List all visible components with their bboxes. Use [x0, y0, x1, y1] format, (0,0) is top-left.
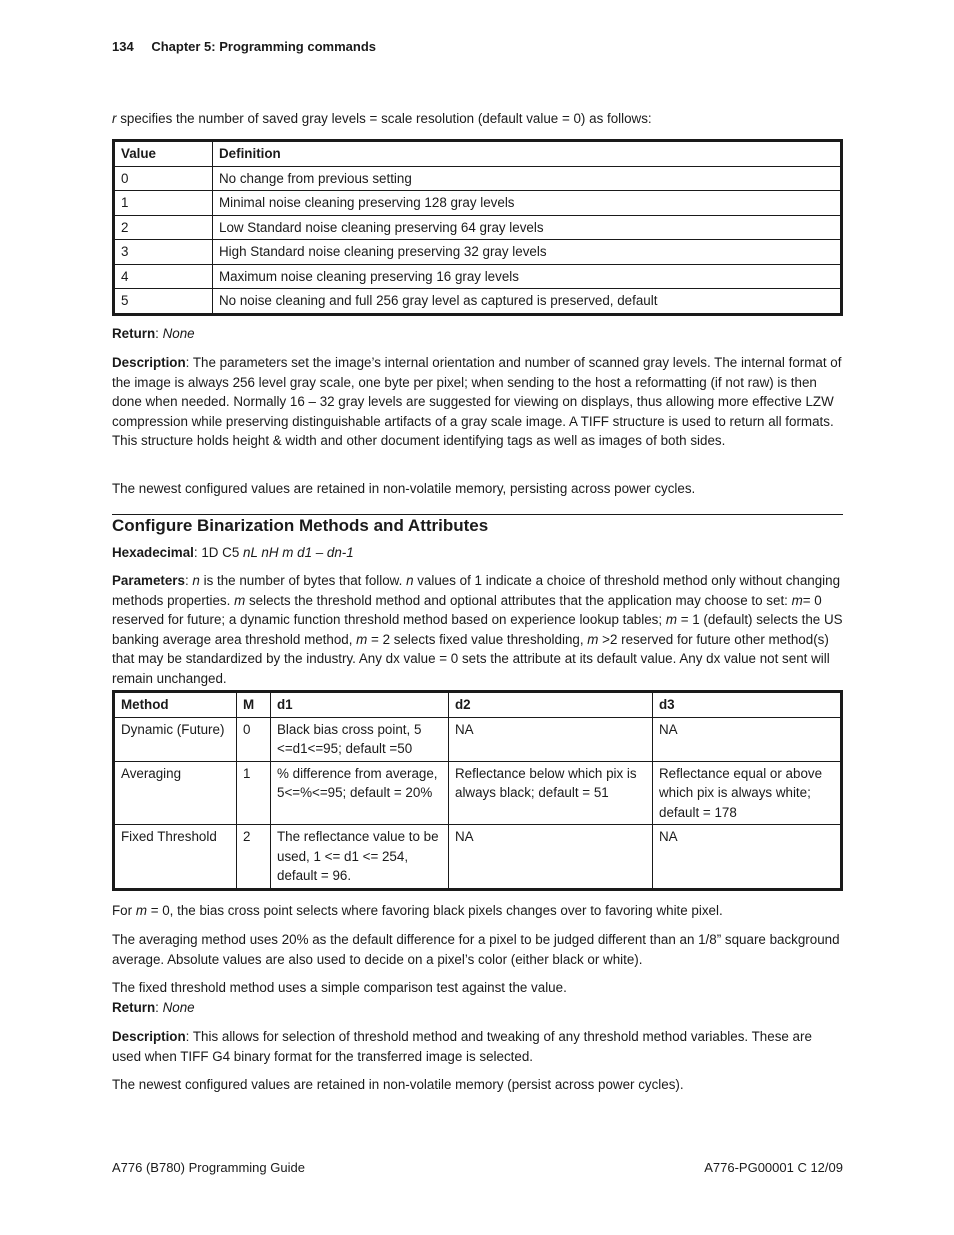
retained-text-2: The newest configured values are retained in non-volatile memory (persist across power cycles). [112, 1077, 684, 1092]
d1-cell: % difference from average, 5<=%<=95; default = 20% [271, 761, 449, 825]
params-9: m [665, 612, 677, 627]
return-label-2: Return [112, 999, 156, 1015]
return-label: Return [112, 326, 156, 341]
value-cell: 3 [115, 240, 213, 265]
table-row [115, 191, 841, 216]
definition-cell: Minimal noise cleaning preserving 128 gray levels [213, 191, 841, 216]
hex-bytes: 1D C5 [201, 545, 244, 560]
table-row [115, 761, 841, 825]
value-cell: 2 [115, 215, 213, 240]
m-cell: 1 [237, 761, 271, 825]
params-0: : [184, 573, 193, 588]
params-14: >2 reserved for future other method(s) that may be standardized by the industry. Any dx value = 0 sets the attribute at its default value. Any dx value not sent will remain unchanged. [112, 631, 830, 686]
section-heading [112, 515, 843, 537]
table-row [115, 215, 841, 240]
footer-right: A776-PG00001 C 12/09 [704, 1160, 843, 1175]
page-number: 134 [112, 39, 134, 54]
retained-paragraph-1 [112, 479, 843, 499]
return-line-1 [112, 324, 843, 344]
column-header-d3: d3 [653, 693, 841, 718]
params-8: = 0 reserved for future; a dynamic function threshold method based on experience lookup tables; [112, 592, 822, 627]
d3-cell: Reflectance equal or above which pix is always white; default = 178 [653, 761, 841, 825]
d3-cell: NA [653, 825, 841, 889]
definition-cell: Maximum noise cleaning preserving 16 gray levels [213, 264, 841, 289]
description-text-2: : This allows for selection of threshold method and tweaking of any threshold method variables. These are used when TIFF G4 binary format for the transferred image is selected. [112, 1029, 812, 1064]
m-cell: 2 [237, 825, 271, 889]
value-cell: 1 [115, 191, 213, 216]
column-header-definition: Definition [213, 142, 841, 167]
definition-cell: High Standard noise cleaning preserving 32 gray levels [213, 240, 841, 265]
d2-cell: Reflectance below which pix is always black; default = 51 [449, 761, 653, 825]
note-fixed-text: The fixed threshold method uses a simple comparison test against the value. [112, 980, 567, 995]
method-cell: Fixed Threshold [115, 825, 237, 889]
note-m0-post: = 0, the bias cross point selects where favoring black pixels changes over to favoring white pixel. [146, 903, 723, 918]
hexadecimal-line [112, 543, 843, 563]
description-label-2: Description [112, 1029, 186, 1044]
definition-cell: No change from previous setting [213, 166, 841, 191]
params-4: values of 1 indicate a choice of threshold method only without changing methods properties. [112, 573, 841, 608]
return-value: None [162, 326, 195, 341]
params-1: n [192, 573, 200, 588]
column-header-m: M [237, 693, 271, 718]
intro-paragraph [112, 109, 843, 129]
return-sep: : [155, 326, 163, 341]
table-row [115, 289, 841, 314]
m-cell: 0 [237, 717, 271, 761]
chapter-title: Chapter 5: Programming commands [151, 39, 376, 54]
column-header-d2: d2 [449, 693, 653, 718]
d2-cell: NA [449, 717, 653, 761]
hex-args: nL nH m d1 – dn-1 [243, 545, 354, 560]
intro-text: specifies the number of saved gray levels = scale resolution (default value = 0) as follows: [116, 111, 652, 126]
description-paragraph-1 [112, 353, 843, 451]
description-label: Description [112, 355, 186, 370]
definition-cell: No noise cleaning and full 256 gray level as captured is preserved, default [213, 289, 841, 314]
return-value-2: None [162, 999, 195, 1015]
parameters-label: Parameters [112, 573, 185, 588]
params-2: is the number of bytes that follow. [199, 573, 407, 588]
hex-sep: : [193, 545, 202, 560]
parameters-paragraph [112, 571, 843, 688]
description-paragraph-2 [112, 1027, 843, 1066]
note-fixed [112, 978, 843, 1017]
value-cell: 0 [115, 166, 213, 191]
table-row [115, 240, 841, 265]
section-title: Configure Binarization Methods and Attributes [112, 516, 489, 535]
method-cell: Averaging [115, 761, 237, 825]
d3-cell: NA [653, 717, 841, 761]
value-cell: 4 [115, 264, 213, 289]
params-3: n [406, 573, 414, 588]
params-7: m [791, 592, 803, 608]
value-cell: 5 [115, 289, 213, 314]
params-11: m [356, 631, 368, 647]
d1-cell: The reflectance value to be used, 1 <= d1 <= 254, default = 96. [271, 825, 449, 889]
definition-cell: Low Standard noise cleaning preserving 64 gray levels [213, 215, 841, 240]
note-m0 [112, 901, 843, 921]
table-row [115, 166, 841, 191]
note-m0-pre: For [112, 903, 136, 918]
params-13: m [587, 631, 599, 647]
column-header-method: Method [115, 693, 237, 718]
params-10: = 1 (default) selects the US banking average area threshold method, [112, 612, 843, 647]
retained-paragraph-2 [112, 1075, 843, 1095]
note-averaging [112, 930, 843, 969]
params-12: = 2 selects fixed value thresholding, [367, 631, 588, 647]
method-table [112, 690, 843, 891]
d2-cell: NA [449, 825, 653, 889]
footer-left: A776 (B780) Programming Guide [112, 1160, 305, 1175]
gray-levels-table [112, 139, 843, 316]
description-text: : The parameters set the image’s internal orientation and number of scanned gray levels. The internal format of the image is always 256 level gray scale, one byte per pixel; when sending to the host a reformatting (if not raw) is then done when needed. Normally 16 – 32 gray levels are suggested for viewing on displays, thus allowing more effective LZW compression while preserving distinguishable artifacts of a gray scale image. A TIFF structure is used to return all formats. This structure holds height & width and other document identifying tags as well as images of both sides. [112, 355, 842, 448]
method-cell: Dynamic (Future) [115, 717, 237, 761]
intro-var: r [112, 111, 117, 126]
note-m0-var: m [135, 903, 147, 918]
params-6: selects the threshold method and optional attributes that the application may choose to set: [245, 592, 792, 608]
params-5: m [234, 592, 246, 608]
d1-cell: Black bias cross point, 5 <=d1<=95; default =50 [271, 717, 449, 761]
running-head [112, 39, 376, 54]
column-header-value: Value [115, 142, 213, 167]
table-row [115, 264, 841, 289]
table-row [115, 825, 841, 889]
return-sep-2: : [155, 999, 163, 1015]
table-row [115, 717, 841, 761]
column-header-d1: d1 [271, 693, 449, 718]
retained-text: The newest configured values are retained in non-volatile memory, persisting across power cycles. [112, 481, 696, 496]
hex-label: Hexadecimal [112, 545, 194, 560]
note-averaging-text: The averaging method uses 20% as the default difference for a pixel to be judged different than an 1/8” square background average. Absolute values are also used to decide on a pixel’s color (either black or white). [112, 932, 840, 967]
